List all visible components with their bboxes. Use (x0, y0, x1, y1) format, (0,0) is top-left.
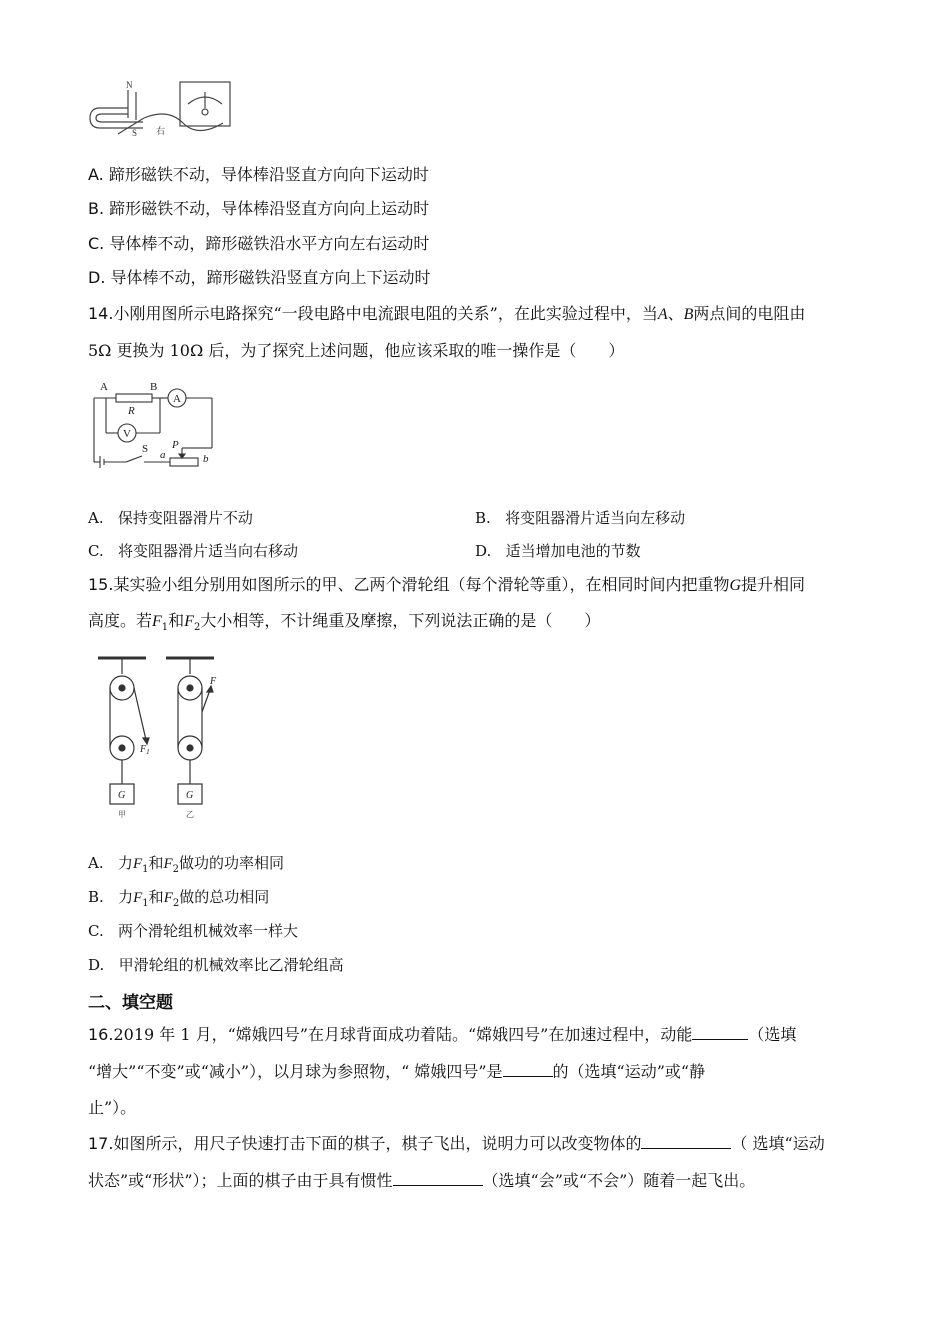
q15-option-d[interactable] (88, 954, 344, 976)
q15-pulley-figure (92, 652, 222, 822)
voltmeter-label: V (123, 428, 131, 440)
var-g: G (729, 577, 742, 594)
q13-figure (88, 78, 238, 140)
var-f: F (132, 856, 143, 872)
q16-blank-1[interactable] (692, 1023, 748, 1040)
svg-text:S: S (132, 128, 138, 138)
option-letter: D. (88, 956, 105, 974)
var-a: A (657, 306, 668, 323)
q13-option-b[interactable] (88, 198, 429, 220)
q14-option-d[interactable] (475, 540, 641, 562)
option-text: 力 (117, 854, 133, 872)
q16-line3: 止”）。 (88, 1098, 137, 1117)
q17-blank-2[interactable] (393, 1169, 483, 1186)
option-text: 做的总功相同 (179, 888, 270, 906)
var-b: B (683, 306, 694, 323)
q17-text: （ 选填“运动 (731, 1134, 825, 1153)
subscript: 1 (161, 622, 169, 634)
var-f: F (163, 856, 173, 872)
question-number: 15. (88, 575, 114, 594)
q14-option-c[interactable] (88, 540, 298, 562)
option-text: 将变阻器滑片适当向左移动 (505, 509, 686, 527)
option-text: 保持变阻器滑片不动 (117, 509, 253, 527)
q14-text: 小刚用图所示电路探究“一段电路中电流跟电阻的关系”，在此实验过程中，当 (113, 304, 658, 323)
option-text: 和 (148, 888, 164, 906)
option-letter: B. (475, 509, 491, 527)
sep: 、 (667, 304, 684, 323)
section-heading: 二、填空题 (88, 993, 173, 1013)
resistor-r (116, 394, 152, 402)
label-a-end: a (160, 449, 166, 461)
option-text: 和 (148, 854, 164, 872)
q16-line2 (88, 1060, 705, 1083)
var-f: F (184, 613, 194, 630)
rheostat (170, 458, 198, 466)
label-s: S (142, 443, 149, 455)
switch-s (126, 456, 142, 462)
label-b-end: b (203, 453, 209, 465)
q14-option-b[interactable] (475, 507, 685, 529)
subscript: 1 (142, 898, 149, 909)
q14-stem-line2: 5Ω 更换为 10Ω 后，为了探究上述问题，他应该采取的唯一操作是（ ） (88, 341, 625, 360)
option-text: 两个滑轮组机械效率一样大 (118, 922, 299, 940)
option-text: 蹄形磁铁不动，导体棒沿竖直方向向上运动时 (109, 199, 430, 218)
f1-label: $F_1$ (140, 744, 150, 756)
option-text: 导体棒不动，蹄形磁铁沿竖直方向上下运动时 (110, 268, 431, 287)
q16-text: （选填 (748, 1025, 797, 1044)
q15-option-a[interactable] (88, 852, 284, 881)
q17-blank-1[interactable] (641, 1132, 731, 1149)
q13-option-a[interactable] (88, 164, 429, 186)
option-letter: C. (88, 922, 104, 940)
option-text: 将变阻器滑片适当向右移动 (118, 542, 299, 560)
q15-option-b[interactable] (88, 886, 269, 915)
ammeter-label: A (173, 393, 181, 405)
option-letter: C. (88, 542, 104, 560)
q16-blank-2[interactable] (503, 1060, 553, 1077)
q17-line2 (88, 1169, 755, 1192)
q17-line1 (88, 1132, 825, 1155)
option-letter: A. (88, 509, 104, 527)
q16-text: 的（选填“运动”或“静 (552, 1062, 706, 1081)
q16-line1 (88, 1023, 796, 1046)
q15-text: 高度。若 (88, 611, 153, 630)
label-a: A (100, 381, 108, 393)
var-f: F (133, 890, 143, 906)
subscript: 1 (142, 864, 149, 875)
q14-text: 两点间的电阻由 (693, 304, 806, 323)
option-text: 蹄形磁铁不动，导体棒沿竖直方向向下运动时 (108, 165, 429, 184)
q16-text: 2019 年 1 月，“嫦娥四号”在月球背面成功着陆。“嫦娥四号”在加速过程中，动能 (113, 1025, 693, 1044)
q15-text: 提升相同 (741, 575, 806, 594)
question-number: 14. (88, 304, 114, 323)
option-text: 做功的功率相同 (179, 854, 285, 872)
subscript: 2 (193, 622, 201, 634)
subscript: 2 (172, 864, 180, 875)
q13-option-d[interactable] (88, 267, 431, 289)
option-text: 力 (118, 888, 134, 906)
label-yi: 乙 (186, 810, 194, 819)
q17-text: 状态”或“形状”）；上面的棋子由于具有惯性 (88, 1171, 393, 1190)
yi-weight-label: G (186, 790, 194, 801)
option-letter: C. (88, 234, 105, 253)
q14-option-a[interactable] (88, 507, 253, 529)
q14-stem-line1 (88, 303, 805, 326)
option-text: 适当增加电池的节数 (505, 542, 641, 560)
q15-stem-line1 (88, 574, 805, 597)
label-jia: 甲 (118, 810, 126, 819)
q15-text: 和 (168, 611, 185, 630)
q13-option-c[interactable] (88, 233, 429, 255)
conductor-rod (118, 118, 144, 134)
var-f: F (152, 613, 162, 630)
q15-text: 某实验小组分别用如图所示的甲、乙两个滑轮组（每个滑轮等重），在相同时间内把重物 (113, 575, 730, 594)
option-letter: B. (88, 199, 105, 218)
horseshoe-magnet (90, 108, 143, 128)
q14-circuit-figure (86, 378, 218, 470)
q17-text: 如图所示，用尺子快速打击下面的棋子，棋子飞出，说明力可以改变物体的 (113, 1134, 642, 1153)
f2-label: F (210, 676, 217, 687)
option-letter: D. (88, 268, 106, 287)
label-b: B (150, 381, 158, 393)
option-letter: B. (88, 888, 104, 906)
question-number: 16. (88, 1025, 114, 1044)
q16-text: “增大”“不变”或“减小”），以月球为参照物，“ 嫦娥四号”是 (88, 1062, 503, 1081)
svg-text:N: N (126, 80, 133, 90)
question-number: 17. (88, 1134, 114, 1153)
q15-stem-line2 (88, 610, 600, 639)
option-letter: A. (88, 854, 104, 872)
q15-text: 大小相等，不计绳重及摩擦，下列说法正确的是（ ） (200, 611, 601, 630)
subscript: 2 (172, 898, 180, 909)
label-p: P (172, 439, 179, 451)
jia-weight-label: G (118, 790, 126, 801)
option-text: 导体棒不动，蹄形磁铁沿水平方向左右运动时 (109, 234, 430, 253)
option-letter: A. (88, 165, 104, 184)
q17-text: （选填“会”或“不会”）随着一起飞出。 (482, 1171, 756, 1190)
q13-figure-label: 右 (156, 127, 166, 137)
option-text: 甲滑轮组的机械效率比乙滑轮组高 (118, 956, 344, 974)
option-letter: D. (475, 542, 492, 560)
label-r: R (128, 405, 135, 417)
q15-option-c[interactable] (88, 920, 298, 942)
var-f: F (163, 890, 173, 906)
